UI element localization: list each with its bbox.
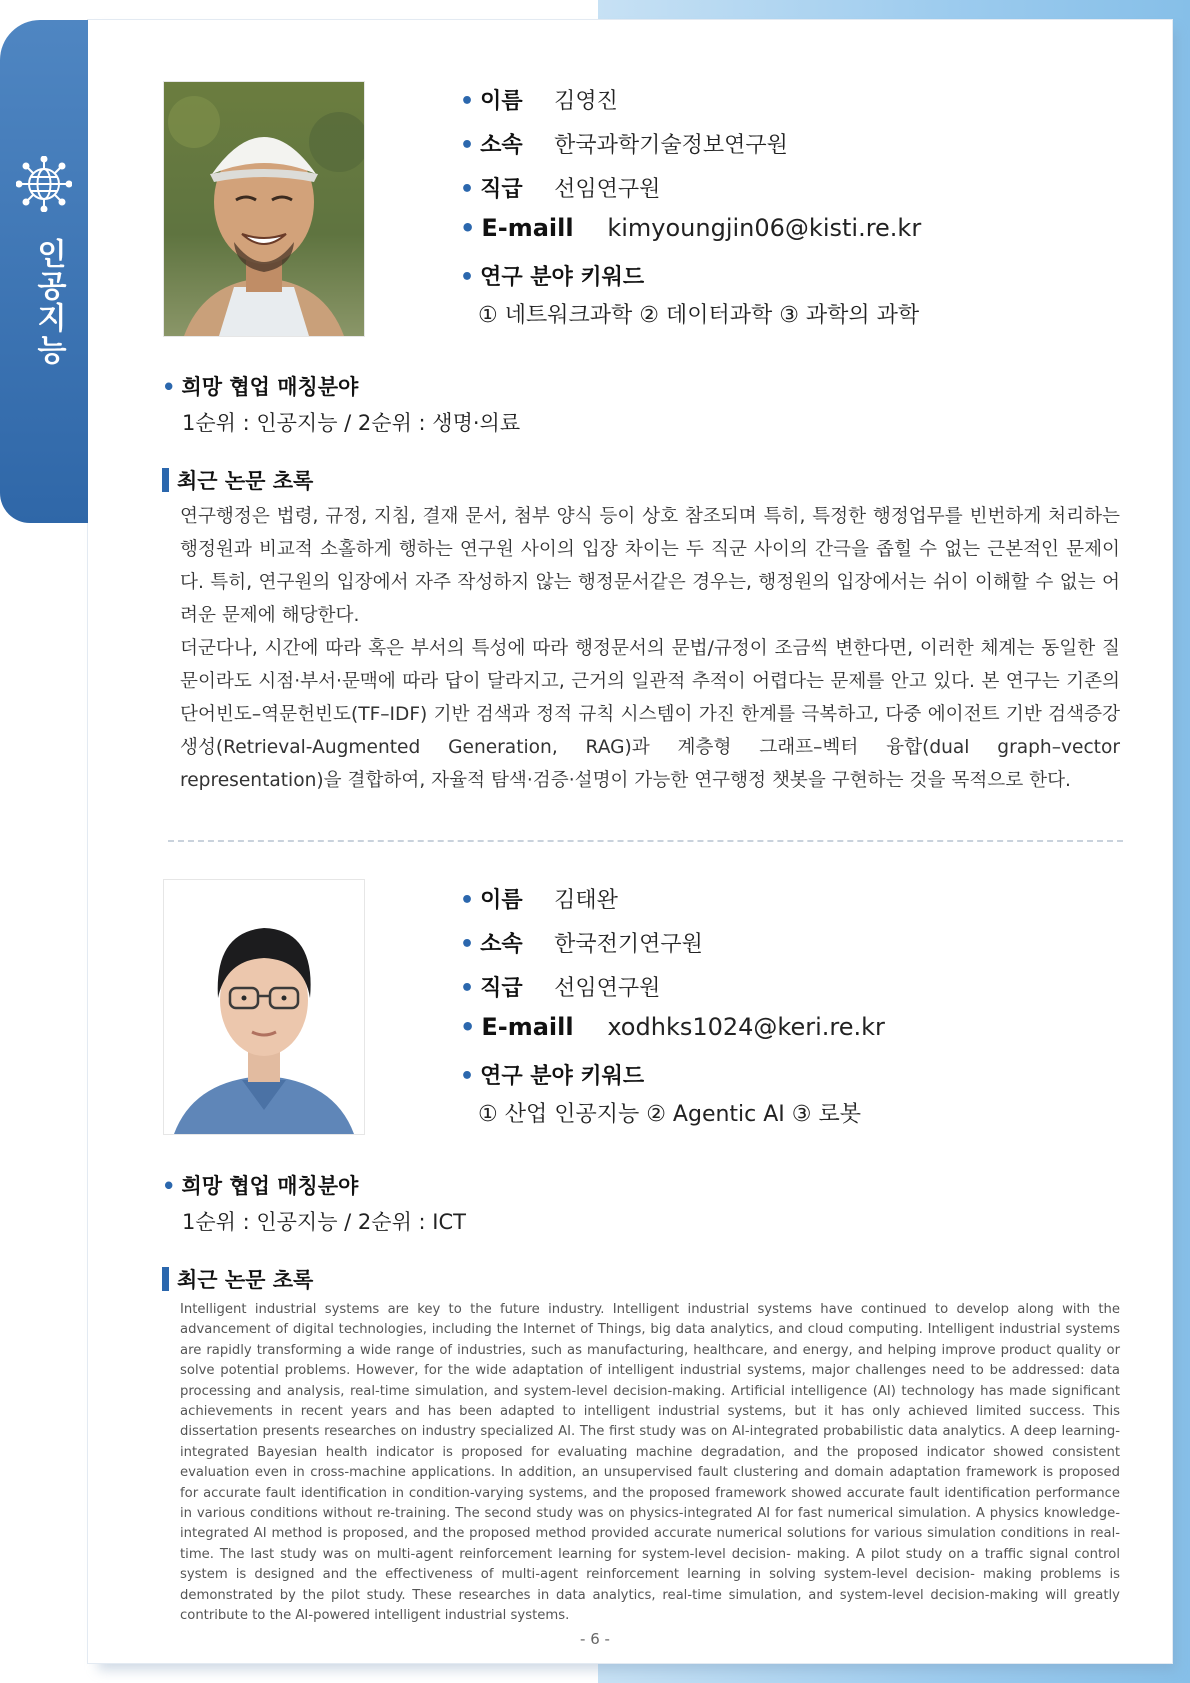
match-text: 1순위 : 인공지능 / 2순위 : 생명·의료 bbox=[182, 411, 521, 435]
match-text: 1순위 : 인공지능 / 2순위 : ICT bbox=[182, 1210, 466, 1234]
email-value: kimyoungjin06@kisti.re.kr bbox=[607, 214, 922, 242]
match-title: • 희망 협업 매칭분야 bbox=[162, 1174, 359, 1198]
affiliation-label: 소속 bbox=[480, 133, 523, 158]
keywords-row: • 연구 분야 키워드 bbox=[460, 260, 644, 291]
name-row: • 이름 김태완 bbox=[460, 883, 618, 914]
affiliation-row: • 소속 한국과학기술정보연구원 bbox=[460, 128, 788, 159]
match-title: • 희망 협업 매칭분야 bbox=[162, 375, 359, 399]
position-value: 선임연구원 bbox=[554, 177, 661, 202]
abstract-paragraph: 더군다나, 시간에 따라 혹은 부서의 특성에 따라 행정문서의 문법/규정이 조금씩 변한다면, 이러한 체계는 동일한 질문이라도 시점·부서·문맥에 따라 답이 달라지고, 근거의 일관적 추적이 어렵다는 문제를 안고 있다. 본 연구는 기존의 단어빈도–역문헌빈도(TF–IDF) 기반 검색과 정적 규칙 시스템이 가진 한계를 극복하고, 다중 에이전트 기반 검색증강생성(Retrieval-Augmented Generation, RAG)과 계층형 그래프–벡터 융합(dual graph–vector representation)을 결합하여, 자율적 탐색·검증·설명이 가능한 연구행정 챗봇을 구현하는 것을 목적으로 한다. bbox=[180, 638, 1120, 791]
abstract-text: Intelligent industrial systems are key to the future industry. Intelligent industrial systems have continued to develop along with the advancement of digital technologies, including the Internet of Things, big data analytics, and cloud computing. Intelligent industrial systems are rapidly transforming a wide range of industries, such as manufacturing, healthcare, and energy, and helping improve product quality or solve potential problems. However, for the wide adaptation of intelligent industrial systems, major challenges need to be addressed: data processing and analysis, real-time simulation, and system-level decision-making. Artificial intelligence (AI) technology has made significant achievements in recent years and has been adapted to intelligent industrial systems, but it has only achieved limited success. This dissertation presents researches on industry specialized AI. The first study was on AI-integrated probabilistic data analytics. A deep learning-integrated Bayesian health indicator is proposed for evaluating machine degradation, and the proposed indicator showed consistent evaluation even in cross-machine applications. In addition, an unsupervised fault clustering and domain adaptation framework is proposed for accurate fault identification in condition-varying systems, and the proposed framework showed accurate fault identification performance in various conditions without re-training. The second study was on physics-integrated AI for fast numerical simulation. A physics knowledge-integrated AI method is proposed, and the proposed method provided accurate numerical solutions for various simulation conditions in real-time. The last study was on multi-agent reinforcement learning for system-level decision- making. A pilot study on a traffic signal control system is designed and the effectiveness of multi-agent reinforcement learning in solving system-level decision- making problems is demonstrated by the pilot study. These researches in data analytics, real-time simulation, and system-level decision-making will greatly contribute to the AI-powered intelligent industrial systems. bbox=[180, 1302, 1120, 1624]
affiliation-label: 소속 bbox=[480, 932, 523, 957]
affiliation-row: • 소속 한국전기연구원 bbox=[460, 927, 703, 958]
email-label: E-maill bbox=[481, 214, 574, 242]
abstract-text bbox=[180, 500, 1120, 797]
globe-icon bbox=[16, 156, 72, 212]
keywords-label: 연구 분야 키워드 bbox=[480, 1064, 645, 1089]
name-label: 이름 bbox=[480, 888, 523, 913]
category-label: 인공지능 bbox=[31, 238, 66, 366]
position-label: 직급 bbox=[480, 177, 523, 202]
position-label: 직급 bbox=[480, 976, 523, 1001]
position-row: • 직급 선임연구원 bbox=[460, 172, 660, 203]
email-label: E-maill bbox=[481, 1013, 574, 1041]
name-value: 김태완 bbox=[554, 888, 618, 913]
name-value: 김영진 bbox=[554, 89, 618, 114]
keywords-list: ① 네트워크과학 ② 데이터과학 ③ 과학의 과학 bbox=[478, 303, 920, 328]
email-value: xodhks1024@keri.re.kr bbox=[607, 1013, 885, 1041]
position-row: • 직급 선임연구원 bbox=[460, 971, 660, 1002]
abstract-title: 최근 논문 초록 bbox=[162, 1264, 313, 1294]
keywords-list: ① 산업 인공지능 ② Agentic AI ③ 로봇 bbox=[478, 1102, 862, 1127]
affiliation-value: 한국과학기술정보연구원 bbox=[554, 133, 788, 158]
section-divider bbox=[168, 840, 1123, 842]
name-row: • 이름 김영진 bbox=[460, 84, 618, 115]
abstract-title: 최근 논문 초록 bbox=[162, 465, 313, 495]
keywords-row: • 연구 분야 키워드 bbox=[460, 1059, 644, 1090]
name-label: 이름 bbox=[480, 89, 523, 114]
affiliation-value: 한국전기연구원 bbox=[554, 932, 703, 957]
keywords-label: 연구 분야 키워드 bbox=[480, 265, 645, 290]
page-number: - 6 - bbox=[580, 1630, 610, 1648]
profile-photo bbox=[163, 879, 365, 1135]
abstract-paragraph: 연구행정은 법령, 규정, 지침, 결재 문서, 첨부 양식 등이 상호 참조되며 특히, 특정한 행정업무를 빈번하게 처리하는 행정원과 비교적 소홀하게 행하는 연구원 사이의 입장 차이는 두 직군 사이의 간극을 좁힐 수 없는 근본적인 문제이다. 특히, 연구원의 입장에서 자주 작성하지 않는 행정문서같은 경우는, 행정원의 입장에서는 쉬이 이해할 수 없는 어려운 문제에 해당한다. bbox=[180, 506, 1120, 626]
profile-photo bbox=[163, 81, 365, 337]
position-value: 선임연구원 bbox=[554, 976, 661, 1001]
category-side-tab bbox=[0, 20, 88, 523]
email-row: • E-maill xodhks1024@keri.re.kr bbox=[460, 1013, 885, 1041]
email-row: • E-maill kimyoungjin06@kisti.re.kr bbox=[460, 214, 922, 242]
